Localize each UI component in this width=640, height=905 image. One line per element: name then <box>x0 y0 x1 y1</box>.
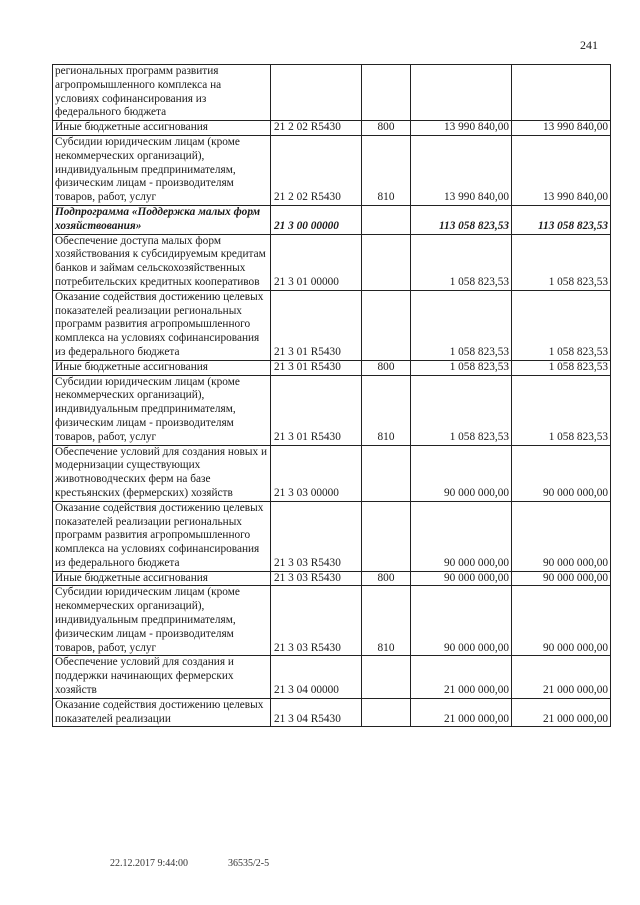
row-amount-cell: 21 000 000,00 <box>411 656 512 698</box>
row-code-cell: 21 3 01 R5430 <box>271 375 362 445</box>
row-name-cell: Иные бюджетные ассигнования <box>53 571 271 586</box>
row-name-cell: Субсидии юридическим лицам (кроме некоммерческих организаций), индивидуальным предпринимателям, физическим лицам - производителям товаров, работ, услуг <box>53 135 271 205</box>
row-expense-type-cell: 800 <box>362 571 411 586</box>
row-amount-cell: 90 000 000,00 <box>411 445 512 501</box>
row-expense-type-cell: 800 <box>362 121 411 136</box>
row-amount-cell: 13 990 840,00 <box>411 135 512 205</box>
row-amount-cell: 21 000 000,00 <box>512 698 611 727</box>
page-number: 241 <box>580 38 598 52</box>
table-row <box>53 375 611 445</box>
table-row <box>53 698 611 727</box>
row-name-cell: Субсидии юридическим лицам (кроме некоммерческих организаций), индивидуальным предпринимателям, физическим лицам - производителям товаров, работ, услуг <box>53 375 271 445</box>
row-name-cell: Подпрограмма «Поддержка малых форм хозяйствования» <box>53 205 271 234</box>
row-code-cell: 21 3 03 R5430 <box>271 571 362 586</box>
row-name-cell: Оказание содействия достижению целевых показателей реализации региональных программ развития агропромышленного комплекса на условиях софинансирования из федерального бюджета <box>53 501 271 571</box>
table-row <box>53 586 611 656</box>
row-amount-cell: 90 000 000,00 <box>411 586 512 656</box>
row-expense-type-cell <box>362 65 411 121</box>
row-amount-cell: 1 058 823,53 <box>411 360 512 375</box>
row-amount-cell: 13 990 840,00 <box>512 121 611 136</box>
table-row <box>53 360 611 375</box>
budget-table-body <box>53 65 611 727</box>
row-expense-type-cell <box>362 290 411 360</box>
row-expense-type-cell: 810 <box>362 375 411 445</box>
table-row <box>53 656 611 698</box>
row-amount-cell: 1 058 823,53 <box>512 234 611 290</box>
row-code-cell: 21 3 00 00000 <box>271 205 362 234</box>
row-expense-type-cell: 800 <box>362 360 411 375</box>
table-row <box>53 571 611 586</box>
row-name-cell: Оказание содействия достижению целевых показателей реализации региональных программ развития агропромышленного комплекса на условиях софинансирования из федерального бюджета <box>53 290 271 360</box>
row-amount-cell: 13 990 840,00 <box>411 121 512 136</box>
footer-document-id: 36535/2-5 <box>228 858 270 869</box>
row-code-cell: 21 3 01 R5430 <box>271 290 362 360</box>
row-expense-type-cell <box>362 234 411 290</box>
row-code-cell: 21 2 02 R5430 <box>271 135 362 205</box>
table-row <box>53 205 611 234</box>
row-amount-cell: 1 058 823,53 <box>411 375 512 445</box>
row-amount-cell: 1 058 823,53 <box>512 290 611 360</box>
row-amount-cell: 1 058 823,53 <box>512 375 611 445</box>
row-amount-cell <box>411 65 512 121</box>
table-row <box>53 234 611 290</box>
row-name-cell: Обеспечение условий для создания новых и модернизации существующих животноводческих ферм на базе крестьянских (фермерских) хозяйств <box>53 445 271 501</box>
row-amount-cell: 90 000 000,00 <box>512 586 611 656</box>
row-amount-cell: 1 058 823,53 <box>512 360 611 375</box>
row-code-cell: 21 3 04 00000 <box>271 656 362 698</box>
row-amount-cell: 113 058 823,53 <box>512 205 611 234</box>
row-code-cell <box>271 65 362 121</box>
row-expense-type-cell <box>362 656 411 698</box>
row-code-cell: 21 3 03 R5430 <box>271 586 362 656</box>
row-amount-cell: 90 000 000,00 <box>512 571 611 586</box>
row-expense-type-cell <box>362 698 411 727</box>
row-name-cell: Оказание содействия достижению целевых показателей реализации <box>53 698 271 727</box>
row-code-cell: 21 3 03 R5430 <box>271 501 362 571</box>
row-amount-cell: 1 058 823,53 <box>411 234 512 290</box>
row-amount-cell: 90 000 000,00 <box>512 501 611 571</box>
table-row <box>53 121 611 136</box>
row-name-cell: региональных программ развития агропромышленного комплекса на условиях софинансирования из федерального бюджета <box>53 65 271 121</box>
row-expense-type-cell <box>362 205 411 234</box>
row-name-cell: Обеспечение условий для создания и поддержки начинающих фермерских хозяйств <box>53 656 271 698</box>
row-expense-type-cell <box>362 501 411 571</box>
row-name-cell: Иные бюджетные ассигнования <box>53 360 271 375</box>
row-code-cell: 21 3 04 R5430 <box>271 698 362 727</box>
table-row <box>53 65 611 121</box>
row-amount-cell: 90 000 000,00 <box>512 445 611 501</box>
row-amount-cell <box>512 65 611 121</box>
row-amount-cell: 21 000 000,00 <box>512 656 611 698</box>
footer-timestamp: 22.12.2017 9:44:00 <box>110 858 189 869</box>
budget-table <box>52 64 611 727</box>
table-row <box>53 445 611 501</box>
row-amount-cell: 90 000 000,00 <box>411 571 512 586</box>
row-code-cell: 21 3 03 00000 <box>271 445 362 501</box>
row-expense-type-cell: 810 <box>362 135 411 205</box>
row-code-cell: 21 2 02 R5430 <box>271 121 362 136</box>
row-name-cell: Обеспечение доступа малых форм хозяйствования к субсидируемым кредитам банков и займам сельскохозяйственных потребительских кредитных кооперативов <box>53 234 271 290</box>
row-amount-cell: 21 000 000,00 <box>411 698 512 727</box>
table-row <box>53 290 611 360</box>
row-expense-type-cell: 810 <box>362 586 411 656</box>
table-row <box>53 501 611 571</box>
row-amount-cell: 13 990 840,00 <box>512 135 611 205</box>
row-name-cell: Субсидии юридическим лицам (кроме некоммерческих организаций), индивидуальным предпринимателям, физическим лицам - производителям товаров, работ, услуг <box>53 586 271 656</box>
row-code-cell: 21 3 01 00000 <box>271 234 362 290</box>
row-amount-cell: 1 058 823,53 <box>411 290 512 360</box>
row-amount-cell: 113 058 823,53 <box>411 205 512 234</box>
table-row <box>53 135 611 205</box>
row-code-cell: 21 3 01 R5430 <box>271 360 362 375</box>
row-expense-type-cell <box>362 445 411 501</box>
row-amount-cell: 90 000 000,00 <box>411 501 512 571</box>
row-name-cell: Иные бюджетные ассигнования <box>53 121 271 136</box>
